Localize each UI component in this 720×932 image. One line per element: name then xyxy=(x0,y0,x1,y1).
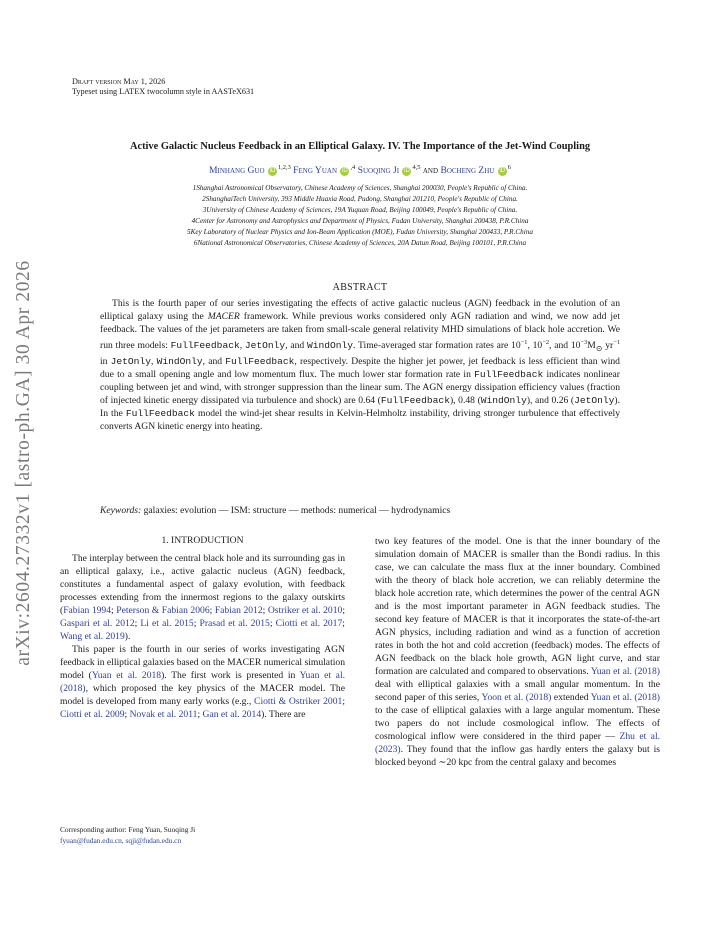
citation-link[interactable]: Yoon et al. (2018) xyxy=(481,692,552,703)
citation-link[interactable]: Li et al. 2015 xyxy=(140,618,194,629)
typeset-line: Typeset using LATEX twocolumn style in AASTeX631 xyxy=(72,87,255,96)
affiliation-2: 2ShanghaiTech University, 393 Middle Huaxia Road, Pudong, Shanghai 201210, People's Republic of China. xyxy=(202,195,518,203)
author-name[interactable]: Minhang Guo xyxy=(209,165,265,177)
affiliation-6: 6National Astronomical Observatories, Chinese Academy of Sciences, 20A Datun Road, Beijing 100101, P.R.China xyxy=(193,239,527,247)
author-affiliation-marks: 6 xyxy=(507,164,511,171)
author-affiliation-marks: 4,5 xyxy=(412,164,421,171)
affiliation-5: 5Key Laboratory of Nuclear Physics and Ion-Beam Application (MOE), Fudan University, Shanghai 200433, P.R.China xyxy=(187,228,533,236)
paragraph: The interplay between the central black hole and its surrounding gas in an elliptical galaxy, i.e., active galactic nucleus (AGN) feedback, constitutes a fundamental aspect of galaxy evolution, with feedback processes extending from the innermost regions to the galaxy outskirts (Fabian 1994; Peterson & Fabian 2006; Fabian 2012; Ostriker et al. 2010; Gaspari et al. 2012; Li et al. 2015; Prasad et al. 2015; Ciotti et al. 2017; Wang et al. 2019). xyxy=(60,553,345,642)
author-affiliation-marks: 1,2,3 xyxy=(277,164,291,171)
citation-link[interactable]: Novak et al. 2011 xyxy=(129,709,198,720)
citation-link[interactable]: Zhu et al. (2023) xyxy=(375,731,661,755)
paragraph: This paper is the fourth in our series of works investigating AGN feedback in elliptical galaxies based on the MACER numerical simulation model (Yuan et al. 2018). The first work is presented in Yuan et al. (2018), which proposed the key physics of the MACER model. The model is developed from many early works (e.g., Ciotti & Ostriker 2001; Ciotti et al. 2009; Novak et al. 2011; Gan et al. 2014). There are xyxy=(60,644,346,720)
keywords-line: Keywords: galaxies: evolution — ISM: structure — methods: numerical — hydrodynamics xyxy=(100,505,451,516)
email-links[interactable]: fyuan@fudan.edu.cn, sqji@fudan.edu.cn xyxy=(60,836,182,845)
section-heading-introduction: 1. INTRODUCTION xyxy=(161,535,244,546)
corresponding-author-line: Corresponding author: Feng Yuan, Suoqing Ji xyxy=(60,825,196,834)
orcid-icon[interactable]: iD xyxy=(342,168,348,175)
orcid-icon[interactable]: iD xyxy=(499,168,506,175)
citation-link[interactable]: Yuan et al. (2018) xyxy=(60,670,346,694)
citation-link[interactable]: Ostriker et al. 2010 xyxy=(267,605,343,616)
paragraph: two key features of the model. One is that the inner boundary of the simulation domain of MACER is smaller than the Bondi radius. In this case, we can calculate the mass flux at the inner boundary. Combined with the theory of black hole accretion, we can reliably determine the black hole accretion rate, which determines the power of the central AGN and is the most important parameter in AGN feedback studies. The second key feature of MACER is that it incorporates the state-of-the-art AGN physics, including radiation and wind as a function of accretion rates in both the hot and cold accretion (feedback) modes. The effects of AGN feedback on the black hole growth, AGN light curve, and star formation are calculated and compared to observations. Yuan et al. (2018) deal with elliptical galaxies with a small angular momentum. In the second paper of this series, Yoon et al. (2018) extended Yuan et al. (2018) to the case of elliptical galaxies with a large angular momentum. These two papers do not include cosmological inflow. The effects of cosmological inflow were considered in the third paper — Zhu et al. (2023). They found that the inflow gas hardly enters the galaxy but is blocked beyond ∼20 kpc from the central galaxy and becomes xyxy=(375,536,661,768)
citation-link[interactable]: Ciotti & Ostriker 2001 xyxy=(254,696,343,707)
citation-link[interactable]: Yuan et al. (2018) xyxy=(590,692,661,703)
citation-link[interactable]: Wang et al. 2019 xyxy=(60,631,125,642)
affiliation-4: 4Center for Astronomy and Astrophysics and Department of Physics, Fudan University, Shanghai 200438, P.R.China xyxy=(191,217,529,225)
citation-link[interactable]: Gan et al. 2014 xyxy=(202,709,262,720)
citation-link[interactable]: Prasad et al. 2015 xyxy=(199,618,270,629)
author-affiliation-marks: ,4 xyxy=(350,164,356,171)
citation-link[interactable]: Ciotti et al. 2017 xyxy=(275,618,343,629)
arxiv-identifier-stamp: arXiv:2604.27332v1 [astro-ph.GA] 30 Apr 2026 xyxy=(13,260,34,666)
citation-link[interactable]: Gaspari et al. 2012 xyxy=(60,618,135,629)
author-name[interactable]: Bocheng Zhu xyxy=(440,165,495,177)
authors-conjunction: and xyxy=(422,165,439,177)
citation-link[interactable]: Fabian 2012 xyxy=(214,605,263,616)
orcid-icon[interactable]: iD xyxy=(404,168,410,175)
orcid-icon[interactable]: iD xyxy=(269,168,276,175)
right-column-text xyxy=(375,535,660,769)
citation-link[interactable]: Ciotti et al. 2009 xyxy=(60,709,125,720)
author-list xyxy=(60,164,660,176)
abstract-heading: ABSTRACT xyxy=(332,282,388,293)
draft-version-line: Draft version May 1, 2026 xyxy=(72,77,166,86)
citation-link[interactable]: Peterson & Fabian 2006 xyxy=(116,605,210,616)
abstract-body: This is the fourth paper of our series investigating the effects of active galactic nucleus (AGN) feedback in the evolution of an elliptical galaxy using the MACER framework. While previous works considered only AGN radiation and wind, we now add jet feedback. The values of the jet parameters are taken from small-scale general relativity MHD simulations of black hole accretion. We run three models: FullFeedback, JetOnly, and WindOnly. Time-averaged star formation rates are $10^{-1}$, $10^{-2}$, and $10^{-3}M_⊙$ $yr^{-1}$ in JetOnly, WindOnly, and FullFeedback, respectively. Despite the higher jet power, jet feedback is less efficient than wind due to a small opening angle and low momentum flux. The much lower star formation rate in FullFeedback indicates nonlinear coupling between jet and wind, with stronger suppression than the linear sum. The AGN energy dissipation efficiency values (fraction of injected kinetic energy dissipated via turbulence and shock) are 0.64 (FullFeedback), 0.48 (WindOnly), and 0.26 (JetOnly). In the FullFeedback model the wind-jet shear results in Kelvin-Helmholtz instability, driving stronger turbulence that effectively converts AGN kinetic energy into heating. xyxy=(100,298,621,433)
paper-title: Active Galactic Nucleus Feedback in an Elliptical Galaxy. IV. The Importance of the Jet-Wind Coupling xyxy=(129,141,591,152)
author-name[interactable]: Suoqing Ji xyxy=(357,165,400,177)
left-column-text xyxy=(60,552,345,721)
citation-link[interactable]: Yuan et al. (2018) xyxy=(590,666,661,677)
affiliation-3: 3University of Chinese Academy of Sciences, 19A Yuquan Road, Beijing 100049, People's Republic of China. xyxy=(202,206,518,214)
citation-link[interactable]: Fabian 1994 xyxy=(63,605,112,616)
affiliation-1: 1Shanghai Astronomical Observatory, Chinese Academy of Sciences, Shanghai 200030, People's Republic of China. xyxy=(192,184,528,192)
author-name[interactable]: Feng Yuan xyxy=(293,165,338,177)
corresponding-author-footnote xyxy=(60,824,195,846)
citation-link[interactable]: Yuan et al. 2018 xyxy=(91,670,162,681)
